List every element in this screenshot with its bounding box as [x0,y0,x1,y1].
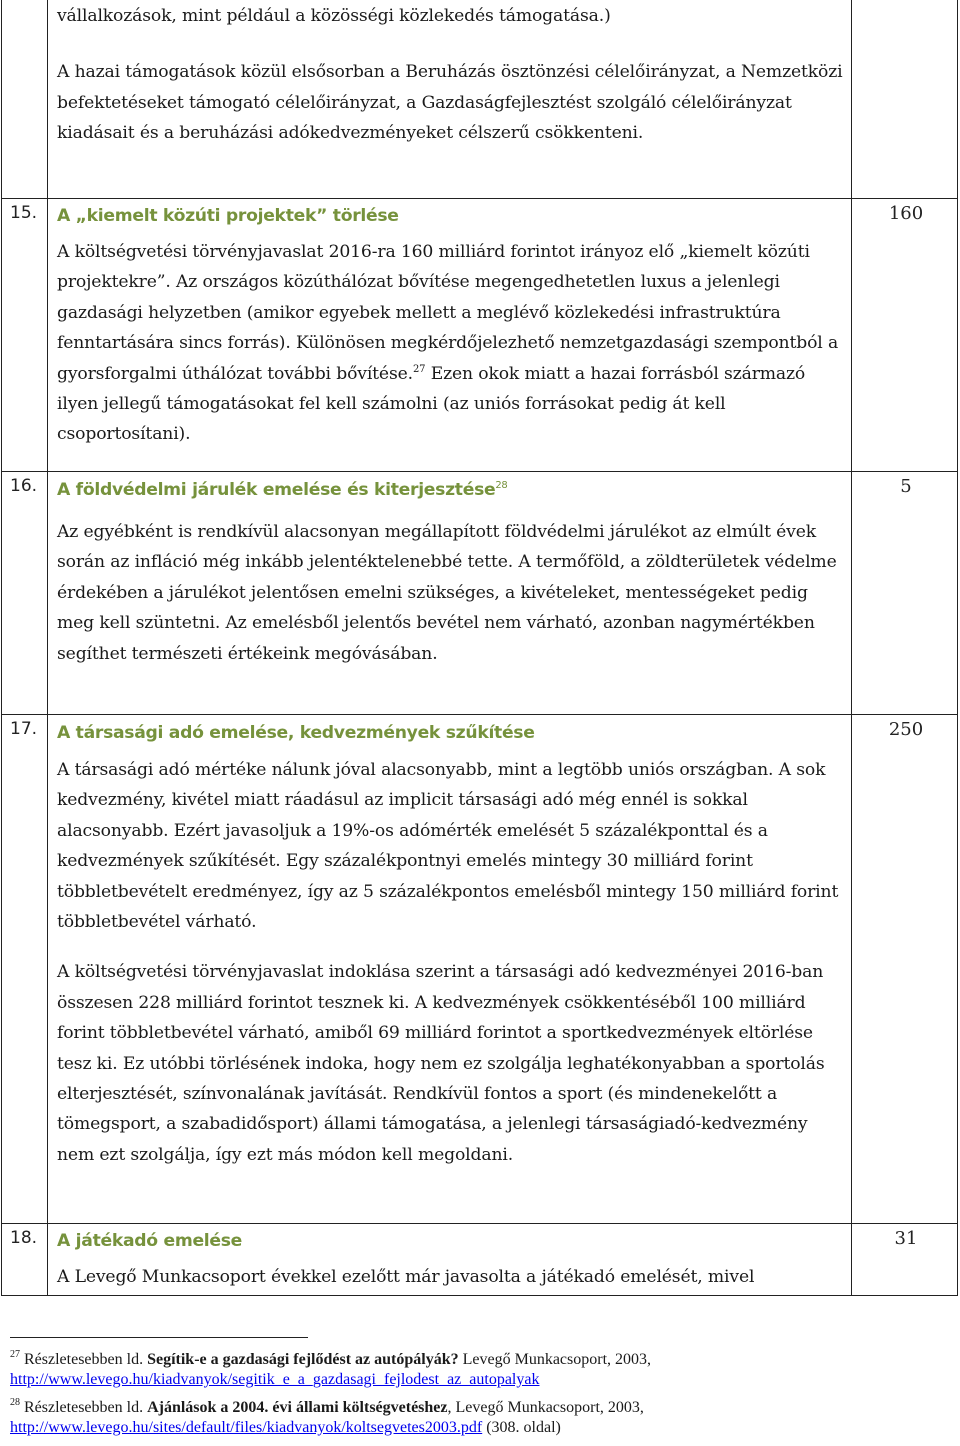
table-row-divider [1,471,958,472]
item-paragraph: Az egyébként is rendkívül alacsonyan megállapított földvédelmi járulékot az elmúlt évek során az infláció még inkább jelentéktelenebbé tette. A termőföld, a zöldterületek védelme érdekében a járulékot jelentősen emelni szükséges, a kivételeket, mentességeket pedig meg kell szüntetni. Az emelésből jelentős bevétel nem várható, azonban nagymértékben segíthet természeti értékeink megóvásában. [57,522,837,664]
footnote-28 [10,1398,950,1438]
item-17-text [57,720,847,1170]
item-value: 160 [888,203,924,224]
footnote-title: Ajánlások a 2004. évi állami költségvetéshez [147,1399,448,1416]
footnote-after-link: (308. oldal) [482,1419,561,1436]
footnote-link[interactable]: http://www.levego.hu/sites/default/files/kiadvanyok/koltsegvetes2003.pdf [10,1419,483,1436]
item-18-text [57,1228,847,1292]
table-border-bottom [1,1295,958,1296]
footnote-suffix: , Levegő Munkacsoport, 2003, [447,1399,644,1416]
footnote-number: 27 [10,1349,20,1360]
item-heading: A játékadó emelése [57,1231,243,1251]
item-paragraph-part1: A költségvetési törvényjavaslat 2016-ra 160 milliárd forintot irányoz elő „kiemelt közúti projektekre”. Az országos közúthálózat bővítése megengedhetetlen luxus a jelenlegi gazdasági helyzetben (amikor egyebek mellett a meglévő közlekedési infrastruktúra fenntartására sincs forrás). Különösen megkérdőjelezhető nemzetgazdasági szempontból a gyorsforgalmi úthálózat további bővítése. [57,242,839,384]
footnote-title: Segítik-e a gazdasági fejlődést az autópályák? [147,1351,459,1368]
footnote-prefix: Részletesebben ld. [20,1399,148,1416]
table-border-left [1,0,2,1296]
footnote-link[interactable]: http://www.levego.hu/kiadvanyok/segitik_e_a_gazdasagi_fejlodest_az_autopalyak [10,1371,540,1388]
table-row-divider [1,714,958,715]
table-row-divider [1,198,958,199]
item-number: 15. [10,203,38,223]
item-paragraph: A Levegő Munkacsoport évekkel ezelőtt már javasolta a játékadó emelését, mivel [57,1267,755,1287]
table-border-value [851,0,852,1296]
footnote-ref: 27 [412,363,426,375]
item-number: 18. [10,1228,38,1248]
intro-section [57,1,847,149]
item-heading [57,477,847,503]
item-heading-text: A földvédelmi járulék emelése és kiterjesztése [57,480,496,500]
item-heading: A társasági adó emelése, kedvezmények szűkítése [57,723,535,743]
item-16-text [57,477,847,669]
item-paragraph: A társasági adó mértéke nálunk jóval alacsonyabb, mint a legtöbb uniós országban. A sok kedvezmény, kivétel miatt ráadásul az implicit társasági adó még ennél is sokkal alacsonyabb. Ezért javasoljuk a 19%-os adómérték emelését 5 százalékponttal és a kedvezmények szűkítését. Egy százalékpontnyi emelés mintegy 30 milliárd forint többletbevételt eredményez, így az 5 százalékpontos emelésből mintegy 150 milliárd forint többletbevétel várható. [57,760,839,933]
table-row-divider [1,1223,958,1224]
footnote-prefix: Részletesebben ld. [20,1351,148,1368]
item-paragraph [57,237,847,450]
item-number: 17. [10,719,38,739]
footnote-number: 28 [10,1397,20,1408]
intro-line: vállalkozások, mint például a közösségi közlekedés támogatása.) [57,6,611,26]
item-value: 5 [900,476,912,497]
item-15-text [57,203,847,450]
item-value: 250 [888,719,924,740]
table-border-num [47,0,48,1296]
item-number: 16. [10,476,38,496]
footnote-27 [10,1350,950,1390]
item-paragraph: A költségvetési törvényjavaslat indoklása szerint a társasági adó kedvezményei 2016-ban összesen 228 milliárd forintot tesznek ki. A kedvezmények csökkentéséből 100 milliárd forint többletbevétel várható, amiből 69 milliárd forintot a sportkedvezmények eltörlése tesz ki. Ez utóbbi törlésének indoka, hogy nem ez szolgálja leghatékonyabban a sportolás elterjesztését, színvonalának javítását. Rendkívül fontos a sport (és mindenekelőtt a tömegsport, a szabadidősport) állami támogatása, a jelenlegi társaságiadó-kedvezmény nem ezt szolgálja, így ezt más módon kell megoldani. [57,962,825,1165]
footnote-separator [10,1337,308,1338]
footnote-ref: 28 [495,480,508,491]
item-paragraph-part2: Ezen okok miatt a hazai forrásból származó ilyen jellegű támogatásokat fel kell számolni (az uniós forrásokat pedig át kell csoportosítani). [57,363,806,445]
item-value: 31 [894,1228,918,1249]
intro-paragraph: A hazai támogatások közül elsősorban a Beruházás ösztönzési célelőirányzat, a Nemzetközi befektetéseket támogató célelőirányzat, a Gazdaságfejlesztést szolgáló célelőirányzat kiadásait és a beruházási adókedvezményeket célszerű csökkenteni. [57,62,843,144]
table-border-right [957,0,958,1296]
item-heading: A „kiemelt közúti projektek” törlése [57,206,399,226]
footnote-suffix: Levegő Munkacsoport, 2003, [458,1351,652,1368]
